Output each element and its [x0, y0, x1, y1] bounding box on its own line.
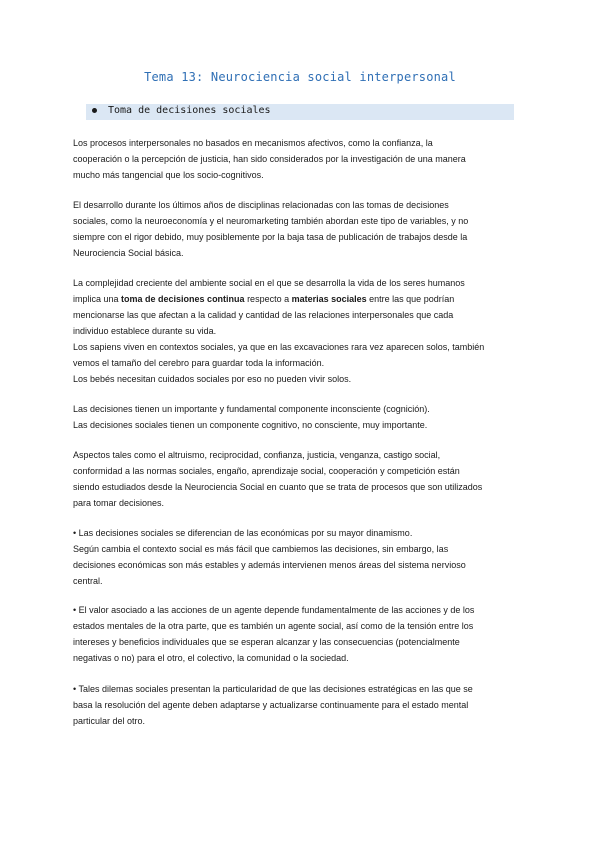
text-line: Los sapiens viven en contextos sociales, ya que en las excavaciones rara vez aparecen solos, también [73, 342, 485, 352]
text-line: individuo establece durante su vida. [73, 326, 217, 336]
text-line: siendo estudiados desde la Neurociencia Social en cuanto que se trata de procesos que son utilizados [73, 482, 483, 492]
text-run: respecto a [244, 294, 292, 304]
paragraph-8 [73, 681, 533, 729]
paragraph-1 [73, 135, 533, 183]
text-line: particular del otro. [73, 716, 146, 726]
paragraph-5 [73, 447, 533, 511]
paragraph-4 [73, 401, 533, 433]
text-line: intereses y beneficios individuales que se esperan alcanzar y las consecuencias (potencialmente [73, 637, 460, 647]
section-heading-label: Toma de decisiones sociales [108, 105, 271, 116]
text-line: mencionarse las que afectan a la calidad y cantidad de las relaciones interpersonales que cada [73, 310, 454, 320]
text-line: siempre con el rigor debido, muy posiblemente por la baja tasa de publicación de trabajos desde la [73, 232, 468, 242]
text-line: El desarrollo durante los últimos años de disciplinas relacionadas con las tomas de decisiones [73, 200, 449, 210]
text-line: Los bebés necesitan cuidados sociales por eso no pueden vivir solos. [73, 374, 352, 384]
text-run: entre las que podrían [366, 294, 455, 304]
text-line: Según cambia el contexto social es más fácil que cambiemos las decisiones, sin embargo, las [73, 544, 449, 554]
text-line: La complejidad creciente del ambiente social en el que se desarrolla la vida de los seres humanos [73, 278, 465, 288]
text-line: Las decisiones sociales tienen un componente cognitivo, no consciente, muy importante. [73, 420, 428, 430]
text-line: vemos el tamaño del cerebro para guardar toda la información. [73, 358, 325, 368]
text-line: Los procesos interpersonales no basados en mecanismos afectivos, como la confianza, la [73, 138, 433, 148]
text-line-mixed [73, 291, 533, 307]
text-line: mucho más tangencial que los socio-cognitivos. [73, 170, 264, 180]
text-run: implica una [73, 294, 122, 304]
text-line: Aspectos tales como el altruismo, reciprocidad, confianza, justicia, venganza, castigo social, [73, 450, 441, 460]
paragraph-3 [73, 275, 533, 387]
text-line: Las decisiones tienen un importante y fundamental componente inconsciente (cognición). [73, 404, 430, 414]
text-line: • Las decisiones sociales se diferencian de las económicas por su mayor dinamismo. [73, 528, 413, 538]
bold-term: materias sociales [291, 294, 367, 304]
page-title: Tema 13: Neurociencia social interpersonal [144, 70, 456, 84]
text-line: • El valor asociado a las acciones de un agente depende fundamentalmente de las acciones y de los [73, 605, 475, 615]
text-line: para tomar decisiones. [73, 498, 165, 508]
text-line: decisiones económicas son más estables y además intervienen menos áreas del sistema nervioso [73, 560, 466, 570]
text-line: conformidad a las normas sociales, engaño, aprendizaje social, cooperación y competición están [73, 466, 460, 476]
bold-term: toma de decisiones continua [121, 294, 245, 304]
text-line: sociales, como la neuroeconomía y el neuromarketing también abordan este tipo de variables, y no [73, 216, 469, 226]
text-line: cooperación o la percepción de justicia, han sido considerados por la investigación de una manera [73, 154, 466, 164]
section-heading [86, 104, 514, 120]
paragraph-2 [73, 197, 533, 261]
text-line: central. [73, 576, 103, 586]
text-line: • Tales dilemas sociales presentan la particularidad de que las decisiones estratégicas en las que se [73, 684, 473, 694]
text-line: Neurociencia Social básica. [73, 248, 184, 258]
paragraph-7 [73, 602, 533, 666]
bullet-icon [92, 108, 97, 113]
text-line: negativas o no) para el otro, el colectivo, la comunidad o la sociedad. [73, 653, 349, 663]
paragraph-6 [73, 525, 533, 589]
text-line: estados mentales de la otra parte, que es también un agente social, así como de la tensión entre los [73, 621, 474, 631]
text-line: basa la resolución del agente deben adaptarse y actualizarse continuamente para el estado mental [73, 700, 469, 710]
